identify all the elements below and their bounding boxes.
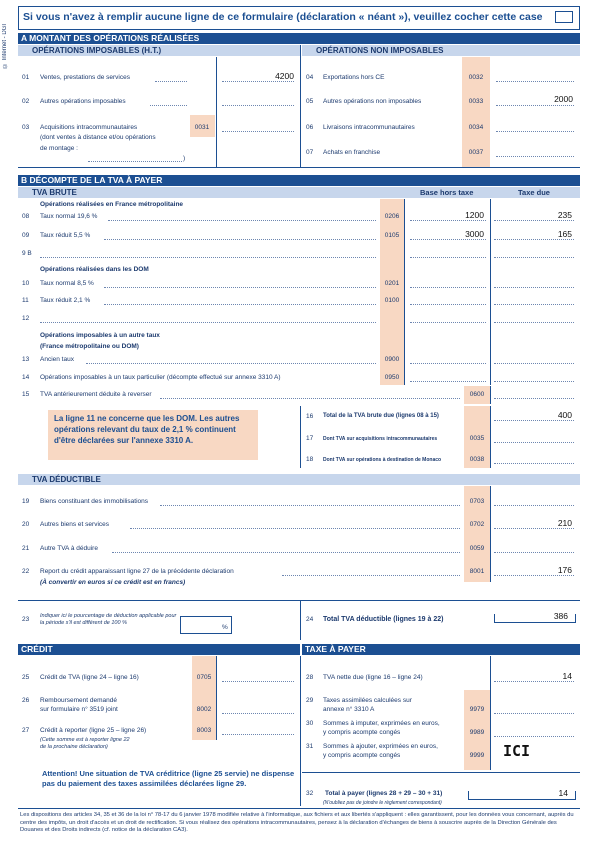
- line-32-value[interactable]: 14: [558, 788, 568, 798]
- credit-attention: Attention! Une situation de TVA créditrice (ligne 25 servie) ne dispense pas du paiement des taxes assimilées déclarées ligne 29.: [42, 769, 295, 788]
- taxable-ops-header: OPÉRATIONS IMPOSABLES (H.T.): [18, 45, 300, 56]
- side-label: © Internet - DGI: [2, 23, 8, 68]
- dom-note: La ligne 11 ne concerne que les DOM. Les autres opérations relevant du taux de 2,1 % continuent d'être déclarées sur l'annexe 3310 A.: [48, 410, 258, 460]
- footer-legal: Les dispositions des articles 34, 35 et 36 de la loi n° 78-17 du 6 janvier 1978 modifiée relative à l'informatique, aux fichiers et aux libertés s'appliquent : elles garantissent, pour les données vous concernant, auprès du centre des impôts, un droit d'accès et un droit de rectification. Si vous réalisez des opérations intracommunautaires, pensez à la déclaration d'échanges de biens à souscrire auprès de la Direction Générale des Douanes et des Droits indirects (cf. notice de la déclaration CA3).: [20, 812, 574, 833]
- taxe-header: TAXE À PAYER: [302, 644, 580, 655]
- line-28-value[interactable]: 14: [562, 671, 572, 681]
- non-taxable-ops-header: OPÉRATIONS NON IMPOSABLES: [302, 45, 580, 56]
- section-b-header: B DÉCOMPTE DE LA TVA À PAYER: [18, 175, 580, 186]
- neant-checkbox[interactable]: [555, 11, 573, 23]
- line-16-value[interactable]: 400: [557, 410, 572, 420]
- line-08-tax[interactable]: 235: [557, 210, 572, 220]
- neant-notice-text: Si vous n'avez à remplir aucune ligne de ce formulaire (déclaration « néant »), veuillez cocher cette case: [23, 11, 543, 23]
- section-a-header: A MONTANT DES OPÉRATIONS RÉALISÉES: [18, 33, 580, 44]
- handwritten-ici: ICI: [503, 742, 531, 760]
- tva-brute-header: TVA BRUTE: [18, 187, 580, 198]
- line-05-value[interactable]: 2000: [554, 94, 573, 104]
- line-01-label: Ventes, prestations de services: [40, 74, 130, 81]
- line-09-tax[interactable]: 165: [557, 229, 572, 239]
- line-02-label: Autres opérations imposables: [40, 98, 126, 105]
- line-22-value[interactable]: 176: [557, 565, 572, 575]
- line-01-value[interactable]: 4200: [275, 71, 294, 81]
- tva-deductible-header: TVA DÉDUCTIBLE: [18, 474, 580, 485]
- line-09-base[interactable]: 3000: [465, 229, 484, 239]
- line-24-value[interactable]: 386: [553, 611, 568, 621]
- line-08-base[interactable]: 1200: [465, 210, 484, 220]
- neant-notice: [18, 6, 580, 30]
- line-20-value[interactable]: 210: [557, 518, 572, 528]
- code-0031: 0031: [190, 124, 214, 131]
- line-03-label: Acquisitions intracommunautaires: [40, 124, 138, 131]
- credit-header: CRÉDIT: [18, 644, 300, 655]
